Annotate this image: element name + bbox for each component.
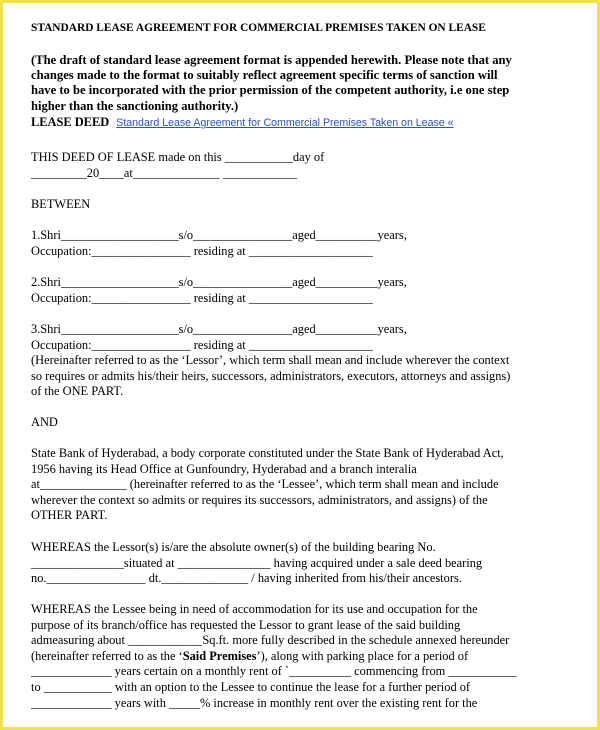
- lease-deed-heading: [31, 115, 571, 132]
- whereas-ownership: [31, 540, 571, 587]
- between-heading: BETWEEN: [31, 197, 91, 211]
- lessor-line: 2.Shri___________________s/o________________aged__________years,: [31, 275, 407, 289]
- whereas-line: WHEREAS the Lessee being in need of accommodation for its use and occupation for the: [31, 602, 478, 616]
- lessee-line: wherever the context so admits or requires its successors, administrators, and assigns) of the: [31, 492, 488, 507]
- whereas-line: to ___________ with an option to the Lessee to continue the lease for a further period of: [31, 679, 471, 694]
- lease-document: [31, 21, 571, 710]
- whereas-line: _______________situated at _______________ having acquired under a sale deed bearing: [31, 555, 483, 570]
- lessor-line: Occupation:________________ residing at ____________________: [31, 290, 373, 305]
- lessor-2: [31, 275, 571, 306]
- whereas-line: purpose of its branch/office has requested the Lessor to grant lease of the said building: [31, 617, 461, 632]
- whereas-line: WHEREAS the Lessor(s) is/are the absolute owner(s) of the building bearing No.: [31, 540, 436, 554]
- lessor-line: 1.Shri___________________s/o________________aged__________years,: [31, 228, 407, 242]
- lessee-line: State Bank of Hyderabad, a body corporate constituted under the State Bank of Hyderabad Act,: [31, 446, 504, 460]
- whereas-line: admeasuring about ____________Sq.ft. more fully described in the schedule annexed hereunder: [31, 633, 510, 648]
- lessor-line: Occupation:________________ residing at ____________________: [31, 243, 373, 258]
- lessor-clause-line: so requires or admits his/their heirs, successors, administrators, executors, attorneys and assigns): [31, 368, 511, 383]
- lessee-line: 1956 having its Head Office at Gunfoundry, Hyderabad and a branch interalia: [31, 461, 417, 476]
- whereas-line: _____________ years with _____% increase in monthly rent over the existing rent for the: [31, 695, 478, 710]
- note-line: changes made to the format to suitably reflect agreement specific terms of sanction will: [31, 68, 498, 82]
- lessor-clause-line: (Hereinafter referred to as the ‘Lessor’, which term shall mean and include wherever the context: [31, 353, 510, 368]
- whereas-line-said-premises: (hereinafter referred to as the ‘Said Premises’), along with parking place for a period of: [31, 648, 469, 663]
- lessor-1: [31, 228, 571, 259]
- lease-deed-link[interactable]: Standard Lease Agreement for Commercial Premises Taken on Lease «: [116, 117, 454, 130]
- whereas-line: _____________ years certain on a monthly rent of `__________ commencing from ___________: [31, 664, 517, 679]
- note-line: have to be incorporated with the prior permission of the competent authority, i.e one step: [31, 83, 510, 98]
- deed-intro-line: _________20____at______________ ____________: [31, 165, 298, 180]
- note-line: higher than the sanctioning authority.): [31, 98, 239, 113]
- lessor-clause-line: of the ONE PART.: [31, 384, 124, 399]
- document-title: STANDARD LEASE AGREEMENT FOR COMMERCIAL PREMISES TAKEN ON LEASE: [31, 22, 486, 34]
- said-premises-term: Said Premises: [182, 648, 257, 663]
- lessor-3: [31, 322, 571, 400]
- deed-intro-line: THIS DEED OF LEASE made on this ___________day of: [31, 150, 325, 164]
- draft-note: [31, 53, 571, 115]
- lessee-line: at______________ (hereinafter referred to as the ‘Lessee’, which term shall mean and include: [31, 477, 499, 492]
- lessee-line: OTHER PART.: [31, 508, 108, 523]
- deed-intro: [31, 150, 571, 181]
- note-line: (The draft of standard lease agreement format is appended herewith. Please note that any: [31, 52, 512, 67]
- whereas-line: no.________________ dt.______________ / having inherited from his/their ancestors.: [31, 571, 462, 586]
- lessor-line: 3.Shri___________________s/o________________aged__________years,: [31, 322, 407, 336]
- lessor-line: Occupation:________________ residing at ____________________: [31, 337, 373, 352]
- lease-deed-label: LEASE DEED: [31, 115, 110, 130]
- whereas-lease-request: [31, 602, 571, 711]
- and-heading: AND: [31, 415, 58, 429]
- lessee-paragraph: [31, 446, 571, 524]
